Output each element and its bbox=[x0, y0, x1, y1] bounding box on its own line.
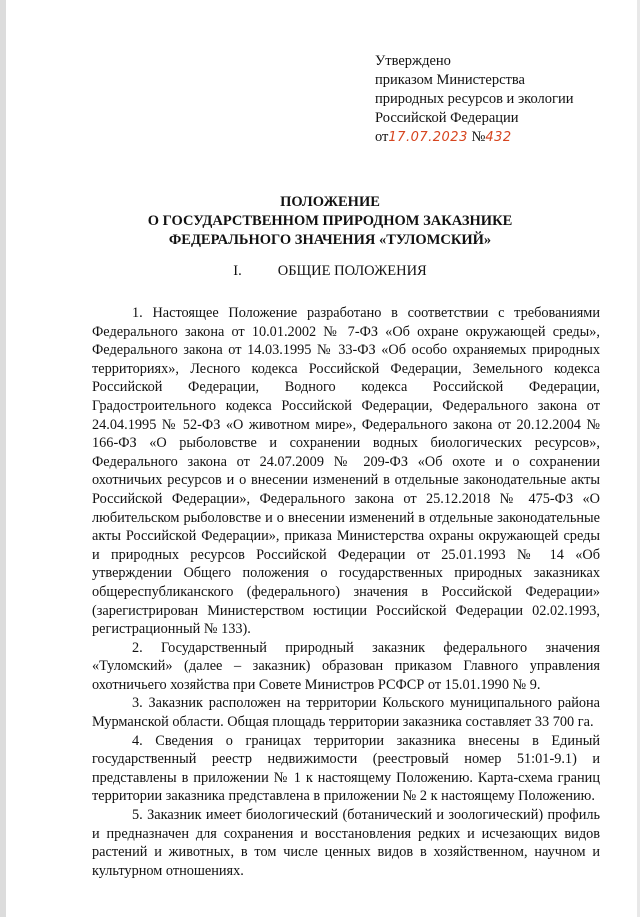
section-heading bbox=[60, 262, 600, 281]
title-line-2: О ГОСУДАРСТВЕННОМ ПРИРОДНОМ ЗАКАЗНИКЕ bbox=[147, 213, 513, 229]
approval-from-prefix: от bbox=[375, 129, 389, 145]
approval-date-line bbox=[375, 128, 625, 147]
title-line-1: ПОЛОЖЕНИЕ bbox=[280, 194, 380, 210]
section-title: ОБЩИЕ ПОЛОЖЕНИЯ bbox=[277, 263, 427, 279]
title-line-3: ФЕДЕРАЛЬНОГО ЗНАЧЕНИЯ «ТУЛОМСКИЙ» bbox=[168, 232, 492, 248]
paragraph-5: 5. Заказник имеет биологический (ботанический и зоологический) профиль и предназначен для сохранения и восстановления редких и исчезающих видов растений и животных, в том числе ценных видов в хозяйственном, научном и культурном отношениях. bbox=[92, 807, 600, 879]
document-body bbox=[92, 304, 600, 880]
approval-stamp bbox=[375, 52, 625, 147]
paragraph-4: 4. Сведения о границах территории заказника внесены в Единый государственный реестр недвижимости (реестровый номер 51:01-9.1) и представлены в приложении № 1 к настоящему Положению. Карта-схема границ территории заказника представлена в приложении № 2 к настоящему Положению. bbox=[92, 732, 600, 805]
approval-number-prefix: № bbox=[471, 129, 486, 145]
paragraph-3: 3. Заказник расположен на территории Кольского муниципального района Мурманской области. Общая площадь территории заказника составляет 33 700 га. bbox=[92, 695, 600, 731]
approval-handwritten-date: 17.07.2023 bbox=[388, 130, 468, 145]
approval-handwritten-number: 432 bbox=[485, 130, 512, 145]
approval-line-1: Утверждено bbox=[375, 53, 451, 69]
scan-edge-left bbox=[0, 0, 6, 917]
approval-line-2: приказом Министерства bbox=[375, 72, 525, 88]
paragraph-2: 2. Государственный природный заказник федерального значения «Туломский» (далее – заказник) образован приказом Главного управления охотничьего хозяйства при Совете Министров РСФСР от 15.01.1990 № 9. bbox=[92, 639, 600, 693]
approval-line-3: природных ресурсов и экологии bbox=[375, 91, 574, 107]
section-number: I. bbox=[233, 263, 242, 279]
paragraph-1: 1. Настоящее Положение разработано в соответствии с требованиями Федерального закона от 10.01.2002 № 7-ФЗ «Об охране окружающей среды», Федерального закона от 14.03.1995 № 33-ФЗ «Об особо охраняемых природных территориях», Лесного кодекса Российской Федерации, Земельного кодекса Российской Федерации, Водного кодекса Российской Федерации, Градостроительного кодекса Российской Федерации, Федерального закона от 24.04.1995 № 52-ФЗ «О животном мире», Федерального закона от 20.12.2004 № 166-ФЗ «О рыболовстве и сохранении водных биологических ресурсов», Федерального закона от 24.07.2009 № 209-ФЗ «Об охоте и о сохранении охотничьих ресурсов и о внесении изменений в отдельные законодательные акты Российской Федерации», Федерального закона от 25.12.2018 № 475-ФЗ «О любительском рыболовстве и о внесении изменений в отдельные законодательные акты Российской Федерации», приказа Министерства охраны окружающей среды и природных ресурсов Российской Федерации от 25.01.1993 № 14 «Об утверждении Общего положения о государственных природных заказниках общереспубликанского (федерального) значения в Российской Федерации» (зарегистрирован Министерством юстиции Российской Федерации 02.02.1993, регистрационный № 133). bbox=[92, 305, 600, 638]
document-title bbox=[60, 193, 600, 250]
approval-line-4: Российской Федерации bbox=[375, 110, 519, 126]
